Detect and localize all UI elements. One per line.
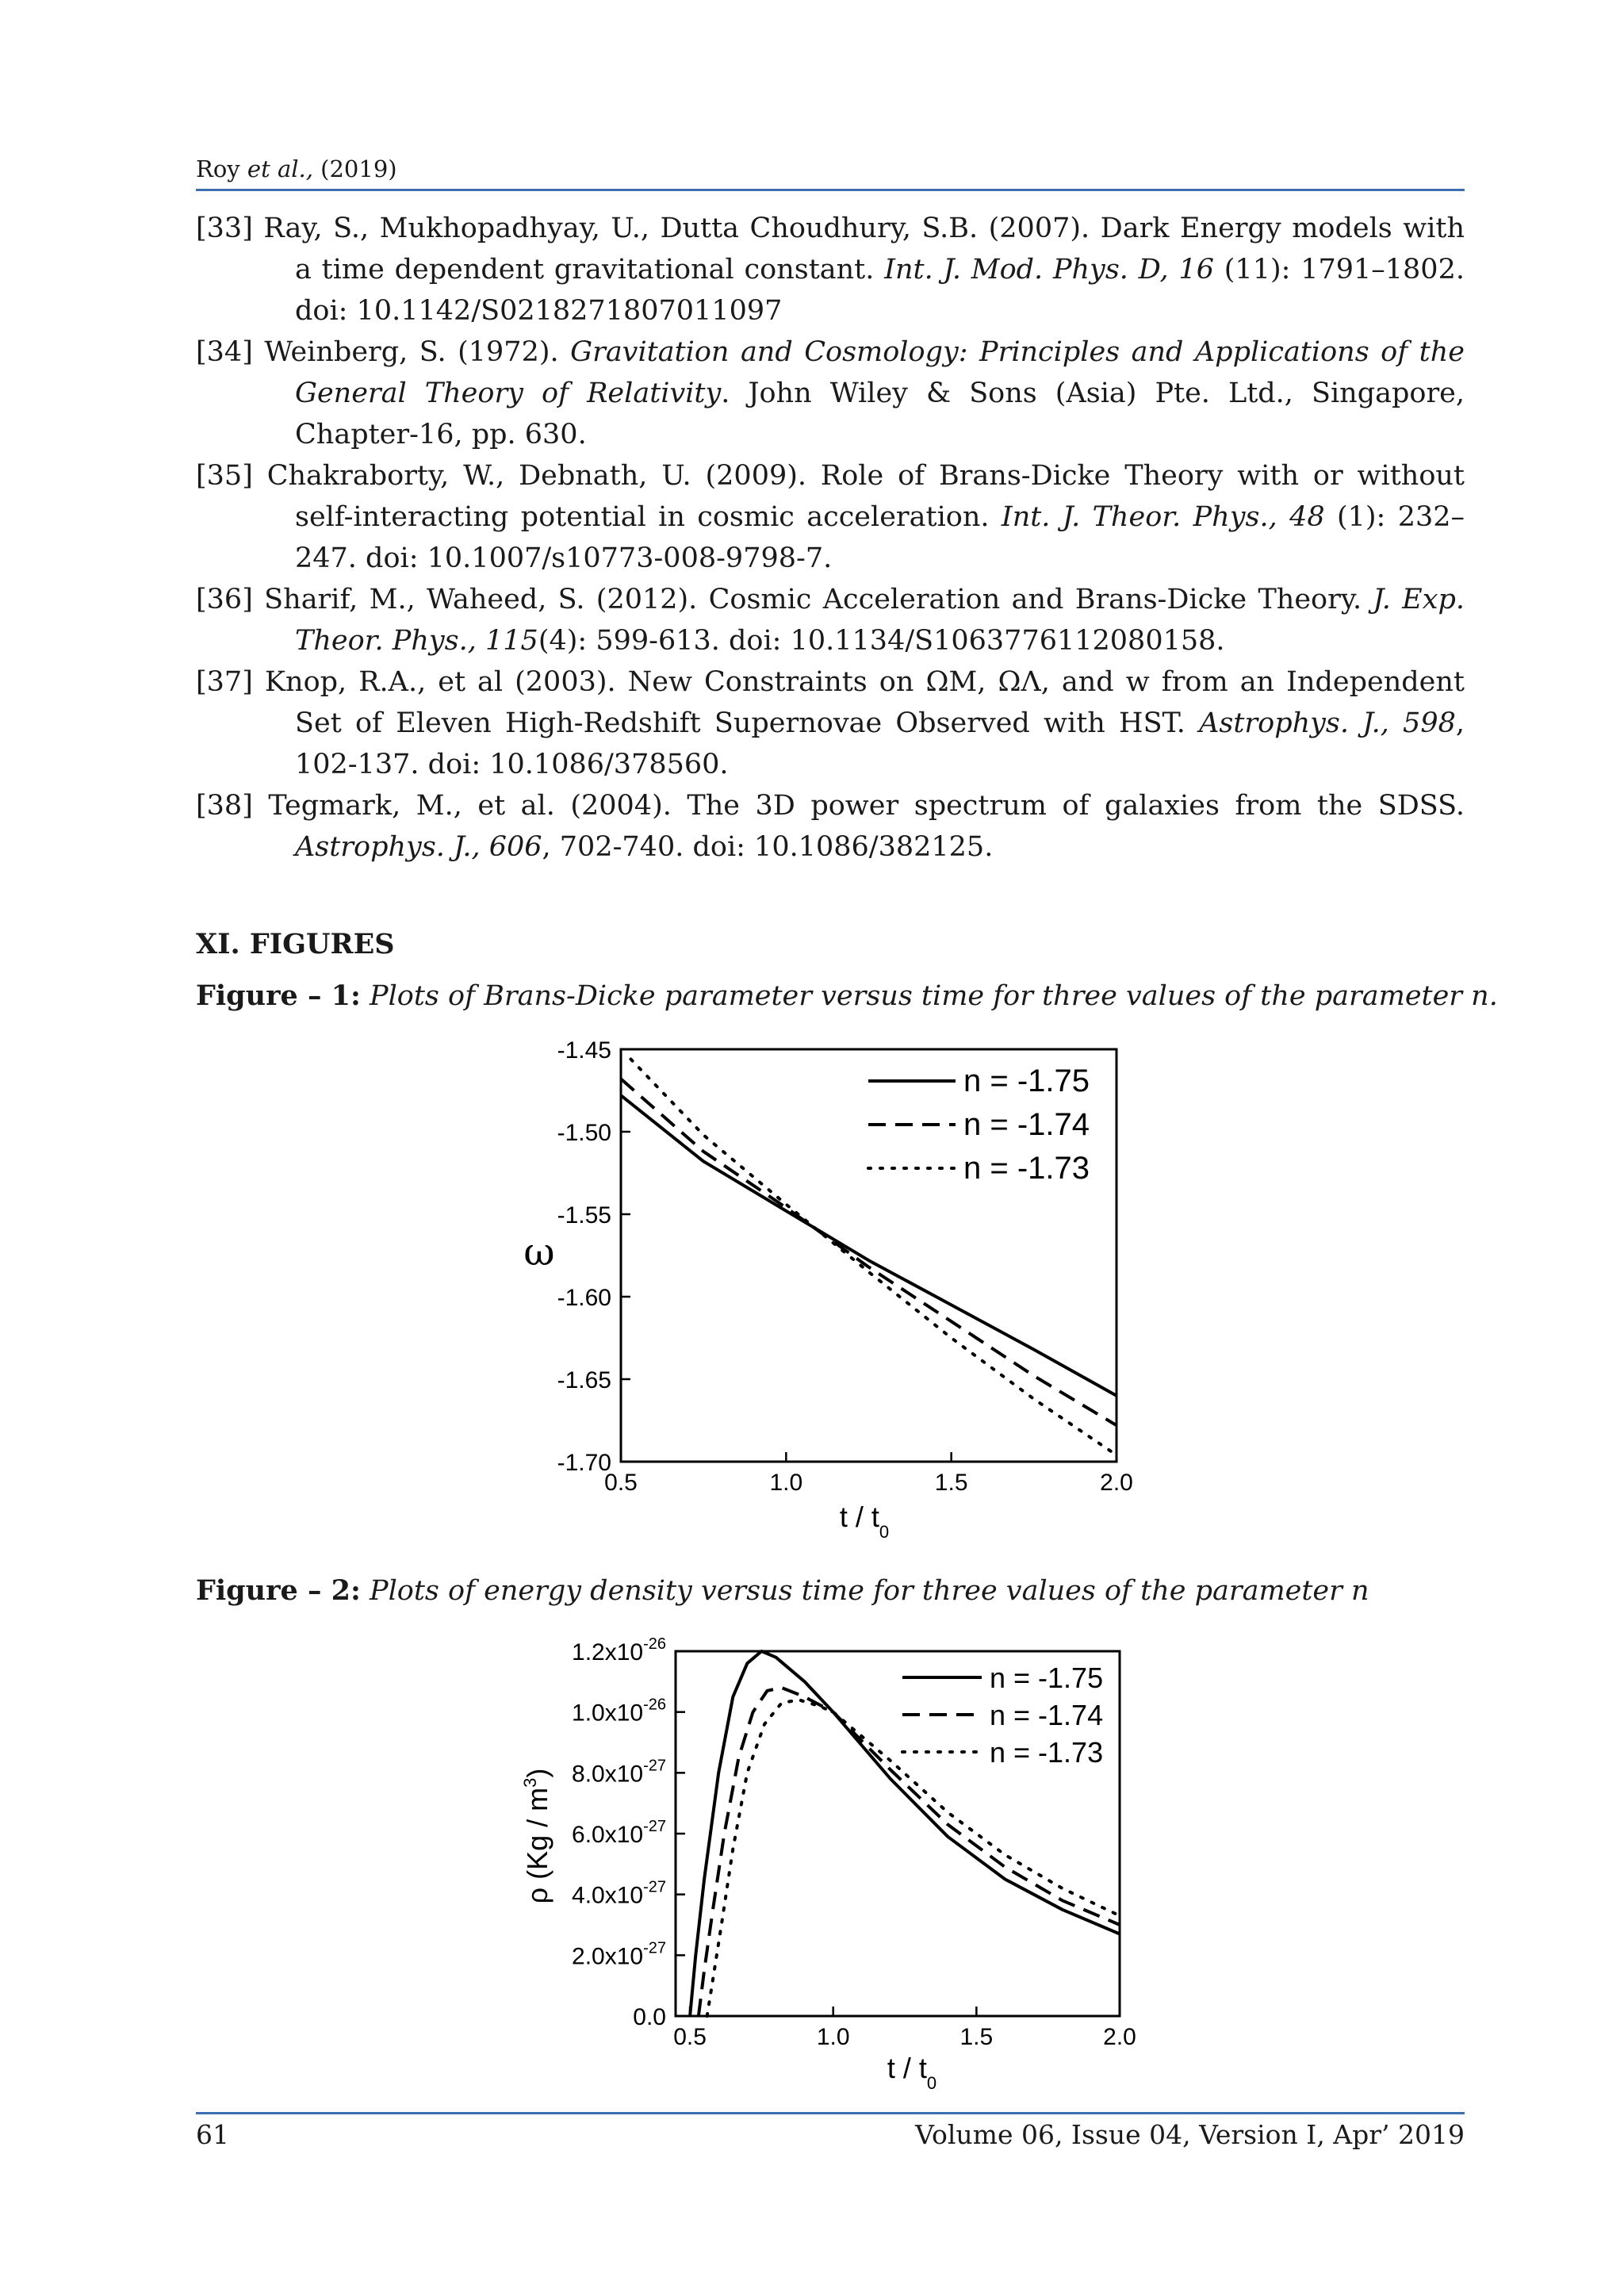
reference-text: Tegmark, M., et al. (2004). The 3D power spectrum of galaxies from the SDSS. xyxy=(252,790,1465,822)
fig2-y-tick-label: $4.0x10^{-27}$ xyxy=(572,1878,666,1909)
reference-text: Int. J. Mod. Phys. D, 16 xyxy=(884,254,1214,286)
reference-number: [37] xyxy=(196,666,253,698)
reference-text: Astrophys. J., 598 xyxy=(1199,707,1456,739)
fig2-y-tick-label: $1.0x10^{-26}$ xyxy=(572,1696,666,1727)
reference-text: . John Wiley & Sons (Asia) Pte. Ltd., Singapore, Chapter-16, pp. 630. xyxy=(295,378,1465,450)
fig2-legend-label-2: n = -1.74 xyxy=(990,1699,1104,1731)
footer-rule xyxy=(196,2112,1465,2114)
fig1-y-tick-label: -1.45 xyxy=(557,1037,611,1064)
reference-text: (1): 232–247. doi: 10.1007/s10773-008-9798-7. xyxy=(295,501,1465,574)
reference-text: Ray, S., Mukhopadhyay, U., Dutta Choudhury, S.B. (2007). Dark Energy models with a time dependent gravitational constant. xyxy=(252,213,1465,286)
fig2-legend-label-1: n = -1.75 xyxy=(990,1662,1104,1694)
header-etal: et al., xyxy=(247,155,313,182)
figure2-label: Figure – 2: xyxy=(196,1574,361,1607)
fig1-y-axis-label: ω xyxy=(523,1230,555,1274)
fig2-legend-label-3: n = -1.73 xyxy=(990,1736,1104,1769)
reference-number: [34] xyxy=(196,336,253,368)
reference-number: [33] xyxy=(196,213,253,244)
reference-text: (4): 599-613. doi: 10.1134/S1063776112080158. xyxy=(538,625,1225,657)
reference-text: Gravitation and Cosmology: Principles and Applications of the General Theory of Relativity xyxy=(295,336,1465,409)
fig2-y-axis-label: ρ $(Kg / m^3)$ xyxy=(520,1768,553,1904)
header-author: Roy xyxy=(196,155,240,182)
fig2-x-tick-label: 0.5 xyxy=(673,2024,707,2050)
reference-text: J. Exp. Theor. Phys., 115 xyxy=(295,584,1465,657)
page-number: 61 xyxy=(196,2119,229,2150)
fig1-x-tick-label: 1.0 xyxy=(769,1470,803,1496)
reference-number: [35] xyxy=(196,460,253,492)
fig1-y-tick-label: -1.55 xyxy=(557,1202,611,1228)
reference-text: Astrophys. J., 606 xyxy=(295,831,542,863)
fig1-legend-label-2: n = -1.74 xyxy=(963,1107,1090,1142)
fig1-y-tick-label: -1.60 xyxy=(557,1285,611,1311)
fig2-x-tick-label: 2.0 xyxy=(1103,2024,1136,2050)
fig1-legend-label-3: n = -1.73 xyxy=(963,1151,1090,1186)
reference-number: [36] xyxy=(196,584,253,615)
fig1-x-tick-label: 0.5 xyxy=(604,1470,638,1496)
fig1-x-axis-label: t / $t_0$ xyxy=(839,1501,890,1542)
fig2-y-tick-label: $8.0x10^{-27}$ xyxy=(572,1757,666,1788)
figure1-label: Figure – 1: xyxy=(196,979,361,1012)
fig2-x-tick-label: 1.5 xyxy=(959,2024,994,2050)
header-year: (2019) xyxy=(320,155,397,182)
reference-text: (11): 1791–1802. doi: 10.1142/S0218271807011097 xyxy=(295,254,1465,327)
fig2-y-tick-label: 0.0 xyxy=(633,2004,666,2030)
reference-text: Knop, R.A., et al (2003). New Constraints on ΩM, ΩΛ, and w from an Independent Set of Eleven High-Redshift Supernovae Observed with HST. xyxy=(252,666,1465,739)
reference-text: Sharif, M., Waheed, S. (2012). Cosmic Acceleration and Brans-Dicke Theory. xyxy=(252,584,1373,615)
fig1-x-tick-label: 2.0 xyxy=(1100,1470,1133,1496)
reference-text: Chakraborty, W., Debnath, U. (2009). Role of Brans-Dicke Theory with or without self-interacting potential in cosmic acceleration. xyxy=(252,460,1465,533)
reference-text: Int. J. Theor. Phys., 48 xyxy=(1001,501,1325,533)
reference-text: , 702-740. doi: 10.1086/382125. xyxy=(542,831,994,863)
fig1-x-tick-label: 1.5 xyxy=(934,1470,968,1496)
fig2-y-tick-label: $1.2x10^{-26}$ xyxy=(572,1635,666,1665)
reference-text: Weinberg, S. (1972). xyxy=(252,336,571,368)
reference-text: , 102-137. doi: 10.1086/378560. xyxy=(295,707,1465,780)
figure1-caption-text: Plots of Brans-Dicke parameter versus time for three values of the parameter n. xyxy=(360,980,1498,1012)
fig2-y-tick-label: $2.0x10^{-27}$ xyxy=(572,1939,666,1970)
fig2-x-tick-label: 1.0 xyxy=(816,2024,850,2050)
issue-info: Volume 06, Issue 04, Version I, Apr’ 2019 xyxy=(915,2119,1465,2150)
section-title: XI. FIGURES xyxy=(196,928,395,960)
reference-number: [38] xyxy=(196,790,253,822)
fig1-legend-label-1: n = -1.75 xyxy=(963,1064,1090,1098)
fig2-x-axis-label: t / $t_0$ xyxy=(887,2052,937,2093)
fig1-y-tick-label: -1.70 xyxy=(557,1450,611,1476)
fig1-y-tick-label: -1.65 xyxy=(557,1367,611,1393)
fig1-y-tick-label: -1.50 xyxy=(557,1120,611,1146)
figure2-caption-text: Plots of energy density versus time for three values of the parameter n xyxy=(360,1575,1369,1607)
fig2-y-tick-label: $6.0x10^{-27}$ xyxy=(572,1818,666,1848)
